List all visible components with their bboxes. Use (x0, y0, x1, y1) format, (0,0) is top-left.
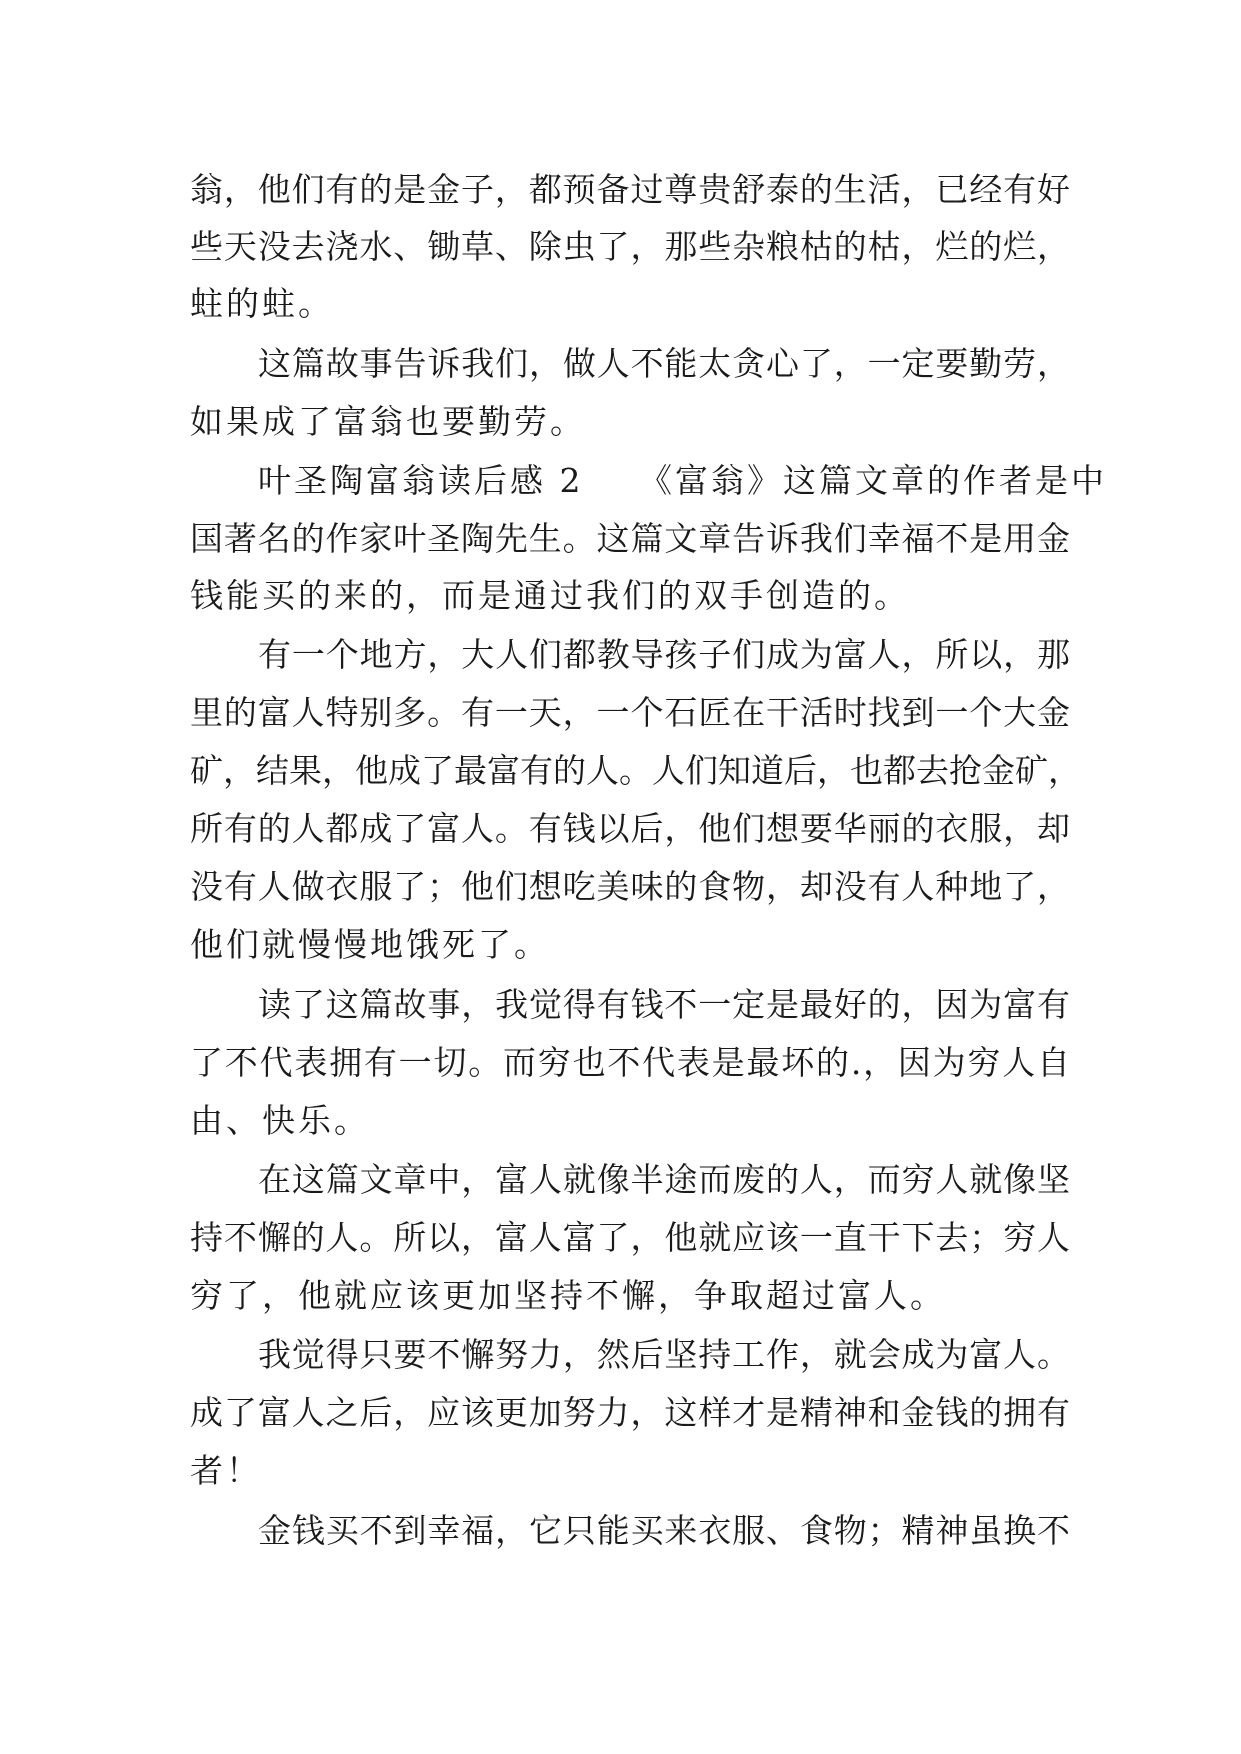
text-line: 穷了，他就应该更加坚持不懈，争取超过富人。 (190, 1276, 946, 1315)
text-line: 些天没去浇水、锄草、除虫了，那些杂粮枯的枯，烂的烂， (190, 227, 1070, 266)
text-line: 持不懈的人。所以，富人富了，他就应该一直干下去；穷人 (190, 1218, 1070, 1257)
text-line: 没有人做衣服了；他们想吃美味的食物，却没有人种地了， (190, 867, 1070, 906)
text-line: 矿，结果，他成了最富有的人。人们知道后，也都去抢金矿， (190, 751, 1081, 790)
text-line: 他们就慢慢地饿死了。 (190, 925, 550, 964)
text-line: 金钱买不到幸福，它只能买来衣服、食物；精神虽换不 (258, 1511, 1070, 1550)
text-line: 叶圣陶富翁读后感 2 《富翁》这篇文章的作者是中 (258, 461, 1107, 500)
text-line: 由、快乐。 (190, 1101, 370, 1140)
text-line: 了不代表拥有一切。而穷也不代表是最坏的.，因为穷人自 (190, 1043, 1070, 1082)
text-line: 国著名的作家叶圣陶先生。这篇文章告诉我们幸福不是用金 (190, 519, 1070, 558)
text-line: 在这篇文章中，富人就像半途而废的人，而穷人就像坚 (258, 1160, 1070, 1199)
text-line: 如果成了富翁也要勤劳。 (190, 402, 586, 441)
text-line: 这篇故事告诉我们，做人不能太贪心了，一定要勤劳， (258, 344, 1070, 383)
text-line: 我觉得只要不懈努力，然后坚持工作，就会成为富人。 (258, 1335, 1070, 1374)
text-line: 翁，他们有的是金子，都预备过尊贵舒泰的生活，已经有好 (190, 170, 1070, 209)
text-line: 有一个地方，大人们都教导孩子们成为富人，所以，那 (258, 635, 1070, 674)
text-line: 所有的人都成了富人。有钱以后，他们想要华丽的衣服，却 (190, 809, 1070, 848)
text-line: 者！ (190, 1451, 262, 1490)
text-line: 钱能买的来的，而是通过我们的双手创造的。 (190, 576, 910, 615)
text-line: 里的富人特别多。有一天，一个石匠在干活时找到一个大金 (190, 693, 1070, 732)
text-line: 读了这篇故事，我觉得有钱不一定是最好的，因为富有 (258, 985, 1070, 1024)
text-line: 成了富人之后，应该更加努力，这样才是精神和金钱的拥有 (190, 1393, 1070, 1432)
text-line: 蛀的蛀。 (190, 284, 334, 323)
